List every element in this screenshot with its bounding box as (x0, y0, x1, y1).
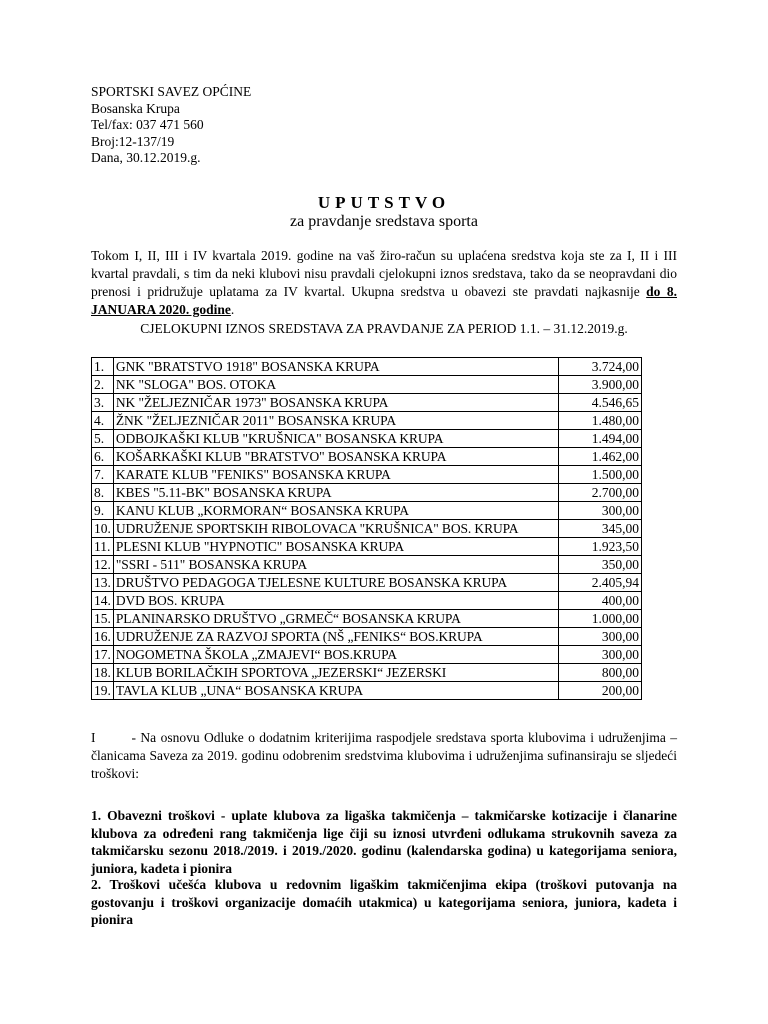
row-number: 13. (92, 574, 114, 592)
row-number: 8. (92, 484, 114, 502)
club-name: KARATE KLUB "FENIKS" BOSANSKA KRUPA (113, 466, 558, 484)
row-number: 19. (92, 682, 114, 700)
club-name: "SSRI - 511" BOSANSKA KRUPA (113, 556, 558, 574)
row-number: 9. (92, 502, 114, 520)
table-row (92, 520, 642, 538)
criteria-lead: I (91, 730, 96, 745)
document-number: Broj:12-137/19 (91, 133, 175, 149)
criteria-text: - Na osnovu Odluke o dodatnim kriterijima raspodjele sredstava sporta klubovima i udruženjima – članicama Saveza za 2019. godinu odobrenim sredstvima klubovima i udruženjima sufinansiraju se sljedeći troškovi: (91, 730, 677, 781)
row-number: 5. (92, 430, 114, 448)
row-number: 3. (92, 394, 114, 412)
row-number: 7. (92, 466, 114, 484)
table-row (92, 538, 642, 556)
table-row (92, 682, 642, 700)
club-amount: 400,00 (558, 592, 641, 610)
club-amount: 1.494,00 (558, 430, 641, 448)
row-number: 16. (92, 628, 114, 646)
club-amount: 2.700,00 (558, 484, 641, 502)
organization-name: SPORTSKI SAVEZ OPĆINE (91, 84, 252, 99)
row-number: 18. (92, 664, 114, 682)
row-number: 10. (92, 520, 114, 538)
club-amount: 1.923,50 (558, 538, 641, 556)
clubs-table (91, 357, 642, 700)
table-row (92, 646, 642, 664)
club-amount: 1.480,00 (558, 412, 641, 430)
intro-end: . (230, 302, 235, 317)
clubs-table-body (92, 358, 642, 700)
club-name: DVD BOS. KRUPA (113, 592, 558, 610)
table-row (92, 592, 642, 610)
deadline-text: do 8. JANUARA 2020. godine (91, 284, 677, 317)
club-amount: 800,00 (558, 664, 641, 682)
row-number: 2. (92, 376, 114, 394)
club-name: NOGOMETNA ŠKOLA „ZMAJEVI“ BOS.KRUPA (113, 646, 558, 664)
club-amount: 300,00 (558, 628, 641, 646)
cost-item-2: 2. Troškovi učešća klubova u redovnim ligaškim takmičenjima ekipa (troškovi putovanja na gostovanju i troškovi organizacije domaćih utakmica) u kategorijama seniora, juniora, kadeta i pionira (91, 877, 677, 927)
club-name: GNK "BRATSTVO 1918" BOSANSKA KRUPA (113, 358, 558, 376)
table-row (92, 466, 642, 484)
table-row (92, 430, 642, 448)
table-row (92, 502, 642, 520)
intro-paragraph (91, 247, 677, 319)
club-name: ODBOJKAŠKI KLUB "KRUŠNICA" BOSANSKA KRUPA (113, 430, 558, 448)
organization-city: Bosanska Krupa (91, 100, 180, 116)
club-name: KLUB BORILAČKIH SPORTOVA „JEZERSKI“ JEZERSKI (113, 664, 558, 682)
club-name: KANU KLUB „KORMORAN“ BOSANSKA KRUPA (113, 502, 558, 520)
club-amount: 300,00 (558, 646, 641, 664)
club-name: KBES "5.11-BK" BOSANSKA KRUPA (113, 484, 558, 502)
club-amount: 1.500,00 (558, 466, 641, 484)
table-row (92, 484, 642, 502)
table-row (92, 628, 642, 646)
club-amount: 350,00 (558, 556, 641, 574)
row-number: 15. (92, 610, 114, 628)
document-date: Dana, 30.12.2019.g. (91, 150, 201, 165)
club-name: UDRUŽENJE SPORTSKIH RIBOLOVACA "KRUŠNICA" BOS. KRUPA (113, 520, 558, 538)
row-number: 6. (92, 448, 114, 466)
club-amount: 2.405,94 (558, 574, 641, 592)
table-row (92, 610, 642, 628)
table-row (92, 394, 642, 412)
club-name: ŽNK "ŽELJEZNIČAR 2011" BOSANSKA KRUPA (113, 412, 558, 430)
table-row (92, 448, 642, 466)
letterhead (91, 84, 251, 167)
club-amount: 1.462,00 (558, 448, 641, 466)
club-amount: 1.000,00 (558, 610, 641, 628)
row-number: 11. (92, 538, 114, 556)
document-subtitle: za pravdanje sredstava sporta (290, 213, 478, 230)
table-row (92, 664, 642, 682)
criteria-paragraph (91, 729, 677, 783)
row-number: 14. (92, 592, 114, 610)
table-row (92, 574, 642, 592)
row-number: 4. (92, 412, 114, 430)
club-name: PLESNI KLUB "HYPNOTIC" BOSANSKA KRUPA (113, 538, 558, 556)
period-heading: CJELOKUPNI IZNOS SREDSTAVA ZA PRAVDANJE ZA PERIOD 1.1. – 31.12.2019.g. (140, 321, 628, 336)
club-name: TAVLA KLUB „UNA“ BOSANSKA KRUPA (113, 682, 558, 700)
table-row (92, 412, 642, 430)
club-amount: 4.546,65 (558, 394, 641, 412)
club-name: NK "SLOGA" BOS. OTOKA (113, 376, 558, 394)
club-amount: 300,00 (558, 502, 641, 520)
club-name: PLANINARSKO DRUŠTVO „GRMEČ“ BOSANSKA KRUPA (113, 610, 558, 628)
club-name: UDRUŽENJE ZA RAZVOJ SPORTA (NŠ „FENIKS“ BOS.KRUPA (113, 628, 558, 646)
table-row (92, 358, 642, 376)
document-title: UPUTSTVO (317, 193, 451, 212)
intro-text: Tokom I, II, III i IV kvartala 2019. godine na vaš žiro-račun su uplaćena sredstva koja ste za I, II i III kvartal pravdali, s tim da neki klubovi nisu pravdali cjelokupni iznos sredstava, tako da se neopravdani dio prenosi i pridružuje uplatama za IV kvartal. Ukupna sredstva u obavezi ste pravdati najkasnije (91, 248, 677, 299)
club-name: KOŠARKAŠKI KLUB "BRATSTVO" BOSANSKA KRUPA (113, 448, 558, 466)
club-amount: 3.900,00 (558, 376, 641, 394)
organization-phone: Tel/fax: 037 471 560 (91, 117, 204, 132)
row-number: 17. (92, 646, 114, 664)
club-amount: 200,00 (558, 682, 641, 700)
row-number: 12. (92, 556, 114, 574)
row-number: 1. (92, 358, 114, 376)
club-name: NK "ŽELJEZNIČAR 1973" BOSANSKA KRUPA (113, 394, 558, 412)
table-row (92, 556, 642, 574)
club-amount: 3.724,00 (558, 358, 641, 376)
club-name: DRUŠTVO PEDAGOGA TJELESNE KULTURE BOSANSKA KRUPA (113, 574, 558, 592)
cost-item-1: 1. Obavezni troškovi - uplate klubova za ligaška takmičenja – takmičarske kotizacije i članarine klubova za određeni rang takmičenja lige čiji su iznosi utvrđeni odlukama strukovnih saveza za takmičarsku sezonu 2018./2019. i 2019./2020. godinu (kalendarska godina) u kategorijama seniora, juniora, kadeta i pionira (91, 808, 677, 876)
table-row (92, 376, 642, 394)
club-amount: 345,00 (558, 520, 641, 538)
